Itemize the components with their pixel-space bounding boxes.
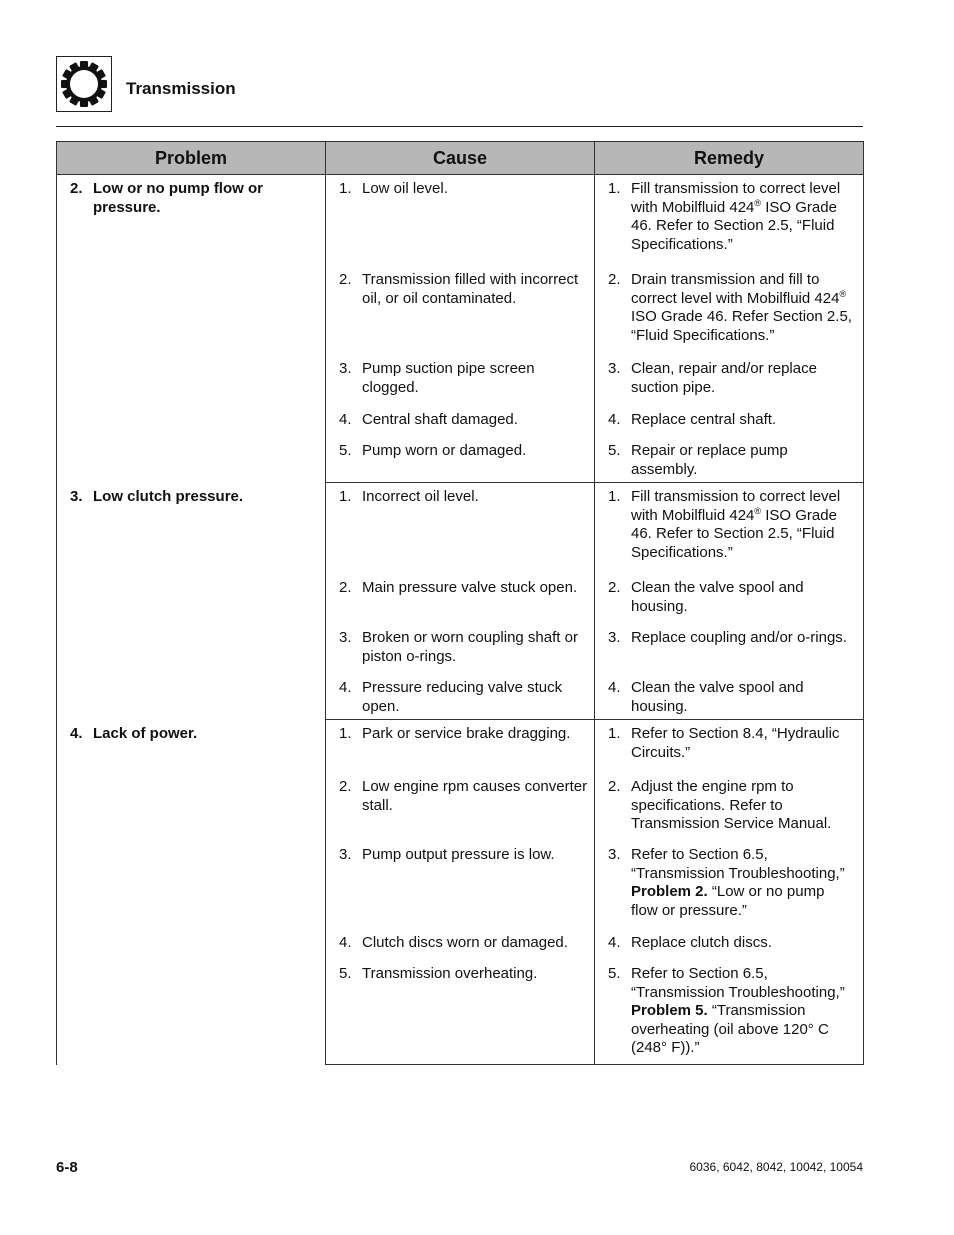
remedy-cell (595, 434, 864, 483)
cause-text: Transmission filled with incorrect oil, or oil contaminated. (362, 271, 579, 307)
header-rule (56, 126, 863, 127)
problem-number: 2. (70, 180, 83, 197)
cause-number: 5. (339, 442, 352, 459)
troubleshooting-table (56, 141, 864, 1065)
cause-cell (326, 770, 595, 838)
cause-number: 5. (339, 965, 352, 982)
cause-number: 4. (339, 679, 352, 696)
cause-text: Transmission overheating. (362, 965, 538, 982)
cause-number: 1. (339, 725, 352, 742)
remedy-text-part: Refer to Section 6.5, “Transmission Troubleshooting,” (631, 846, 845, 882)
remedy-text: Refer to Section 8.4, “Hydraulic Circuits.” (631, 725, 840, 761)
remedy-cell (595, 720, 864, 771)
cause-cell (326, 671, 595, 720)
cause-number: 1. (339, 488, 352, 505)
problem-cell (57, 175, 326, 483)
remedy-text: Replace central shaft. (631, 411, 777, 428)
cause-number: 4. (339, 411, 352, 428)
remedy-number: 4. (608, 679, 621, 696)
remedy-cell (595, 671, 864, 720)
remedy-text-part: Fill transmission to correct level with Mobilfluid 424 (631, 180, 841, 216)
cause-text: Pressure reducing valve stuck open. (362, 679, 563, 715)
remedy-text (631, 488, 855, 562)
remedy-number: 1. (608, 488, 621, 505)
section-gear-icon-box (56, 56, 112, 112)
table-row (57, 175, 864, 264)
remedy-cell (595, 621, 864, 671)
cause-text: Central shaft damaged. (362, 411, 518, 428)
cause-text: Pump worn or damaged. (362, 442, 527, 459)
page-number: 6-8 (56, 1159, 78, 1176)
remedy-text: Clean, repair and/or replace suction pipe. (631, 360, 817, 396)
column-header-problem: Problem (57, 142, 326, 175)
remedy-cell (595, 957, 864, 1065)
cause-cell (326, 571, 595, 621)
remedy-text-part: “Transmission overheating (oil above 120° C (248° F)).” (631, 1002, 829, 1056)
remedy-number: 2. (608, 271, 621, 288)
cause-number: 3. (339, 629, 352, 646)
cause-text: Pump suction pipe screen clogged. (362, 360, 535, 396)
remedy-text-part: Refer to Section 6.5, “Transmission Troubleshooting,” (631, 965, 845, 1001)
problem-cell (57, 720, 326, 1065)
problem-cell (57, 483, 326, 720)
remedy-text: Adjust the engine rpm to specifications. Refer to Transmission Service Manual. (631, 778, 832, 832)
cause-cell (326, 175, 595, 264)
column-header-remedy: Remedy (595, 142, 864, 175)
problem-text: Lack of power. (93, 724, 198, 742)
remedy-number: 1. (608, 180, 621, 197)
remedy-number: 2. (608, 579, 621, 596)
remedy-number: 1. (608, 725, 621, 742)
remedy-text-part: ISO Grade 46. Refer to Section 2.5, “Fluid Specifications.” (631, 506, 837, 561)
cause-cell (326, 403, 595, 434)
cause-cell (326, 957, 595, 1065)
cause-cell (326, 434, 595, 483)
cause-number: 3. (339, 846, 352, 863)
remedy-text (631, 180, 855, 254)
cause-text: Low oil level. (362, 180, 448, 197)
gear-icon (59, 59, 109, 109)
remedy-text: Repair or replace pump assembly. (631, 442, 788, 478)
registered-mark: ® (754, 197, 762, 208)
remedy-text (631, 271, 855, 345)
remedy-cell (595, 571, 864, 621)
cause-cell (326, 483, 595, 572)
table-row (57, 483, 864, 572)
cause-number: 1. (339, 180, 352, 197)
cause-cell (326, 352, 595, 403)
remedy-text: Replace coupling and/or o-rings. (631, 629, 847, 646)
cause-cell (326, 926, 595, 957)
table-header-row (57, 142, 864, 175)
cause-number: 2. (339, 271, 352, 288)
remedy-text-part: “Low or no pump flow or pressure.” (631, 883, 825, 919)
cause-cell (326, 263, 595, 352)
remedy-text-part: ISO Grade 46. Refer to Section 2.5, “Fluid Specifications.” (631, 198, 837, 253)
remedy-number: 3. (608, 360, 621, 377)
problem-text: Low or no pump flow or pressure. (93, 180, 263, 216)
remedy-number: 5. (608, 965, 621, 982)
cause-text: Low engine rpm causes converter stall. (362, 778, 588, 814)
registered-mark: ® (839, 288, 847, 299)
cause-number: 2. (339, 579, 352, 596)
cause-text: Incorrect oil level. (362, 488, 479, 505)
cause-number: 2. (339, 778, 352, 795)
problem-number: 3. (70, 487, 83, 505)
remedy-text: Clean the valve spool and housing. (631, 579, 804, 615)
remedy-cell (595, 175, 864, 264)
remedy-number: 4. (608, 411, 621, 428)
remedy-cell (595, 263, 864, 352)
remedy-problem-ref: Problem 5. (631, 1002, 708, 1019)
remedy-cell (595, 838, 864, 926)
remedy-number: 3. (608, 846, 621, 863)
cause-text: Pump output pressure is low. (362, 846, 555, 863)
remedy-text-part: ISO Grade 46. Refer Section 2.5, “Fluid Specifications.” (631, 308, 852, 344)
remedy-cell (595, 483, 864, 572)
remedy-text: Clean the valve spool and housing. (631, 679, 804, 715)
remedy-text: Replace clutch discs. (631, 934, 772, 951)
section-title: Transmission (126, 79, 236, 98)
remedy-text (631, 846, 855, 920)
remedy-cell (595, 352, 864, 403)
remedy-number: 3. (608, 629, 621, 646)
remedy-text-part: Fill transmission to correct level with Mobilfluid 424 (631, 488, 841, 524)
remedy-cell (595, 770, 864, 838)
remedy-cell (595, 403, 864, 434)
registered-mark: ® (754, 505, 762, 516)
remedy-number: 4. (608, 934, 621, 951)
cause-number: 4. (339, 934, 352, 951)
cause-text: Park or service brake dragging. (362, 725, 571, 742)
cause-cell (326, 621, 595, 671)
problem-number: 4. (70, 724, 83, 742)
remedy-text (631, 965, 855, 1058)
model-numbers: 6036, 6042, 8042, 10042, 10054 (689, 1160, 863, 1174)
problem-text: Low clutch pressure. (93, 487, 244, 505)
remedy-text-part: Drain transmission and fill to correct level with Mobilfluid 424 (631, 271, 840, 307)
cause-text: Main pressure valve stuck open. (362, 579, 578, 596)
cause-number: 3. (339, 360, 352, 377)
cause-text: Clutch discs worn or damaged. (362, 934, 568, 951)
cause-text: Broken or worn coupling shaft or piston o-rings. (362, 629, 578, 665)
remedy-number: 2. (608, 778, 621, 795)
cause-cell (326, 720, 595, 771)
column-header-cause: Cause (326, 142, 595, 175)
table-row (57, 720, 864, 771)
cause-cell (326, 838, 595, 926)
remedy-number: 5. (608, 442, 621, 459)
remedy-cell (595, 926, 864, 957)
remedy-problem-ref: Problem 2. (631, 883, 708, 900)
